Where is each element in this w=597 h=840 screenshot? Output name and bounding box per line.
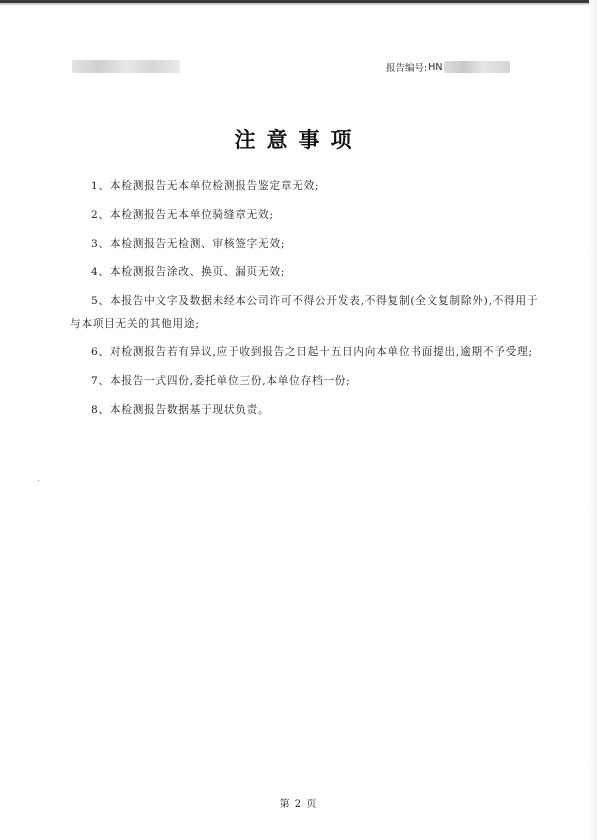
page-number: 第 2 页 <box>279 799 318 810</box>
note-item: 4、本检测报告涂改、换页、漏页无效; <box>91 266 286 279</box>
note-item: 3、本检测报告无检测、审核签字无效; <box>91 237 286 250</box>
page-top-shadow <box>0 3 590 6</box>
note-item: 2、本检测报告无本单位骑缝章无效; <box>91 208 274 221</box>
page-title: 注意事项 <box>234 128 363 152</box>
note-item: 6、对检测报告若有异议,应于收到报告之日起十五日内向本单位书面提出,逾期不予受理; <box>91 346 533 359</box>
note-item: 5、本报告中文字及数据未经本公司许可不得公开发表,不得复制(全文复制除外),不得用于与本项目无关的其他用途; <box>70 295 539 330</box>
report-number <box>386 60 510 74</box>
note-item: 7、本报告一式四份,委托单位三份,本单位存档一份; <box>91 375 351 388</box>
redacted-report-number <box>444 61 510 73</box>
note-item: 8、本检测报告数据基于现状负责。 <box>91 403 270 416</box>
report-number-prefix: HN <box>428 61 443 73</box>
redacted-company-name <box>72 60 180 73</box>
scan-speck <box>38 480 39 481</box>
note-item: 1、本检测报告无本单位检测报告鉴定章无效; <box>91 180 320 192</box>
notes-list <box>70 175 540 428</box>
report-number-label: 报告编号: <box>386 63 428 74</box>
